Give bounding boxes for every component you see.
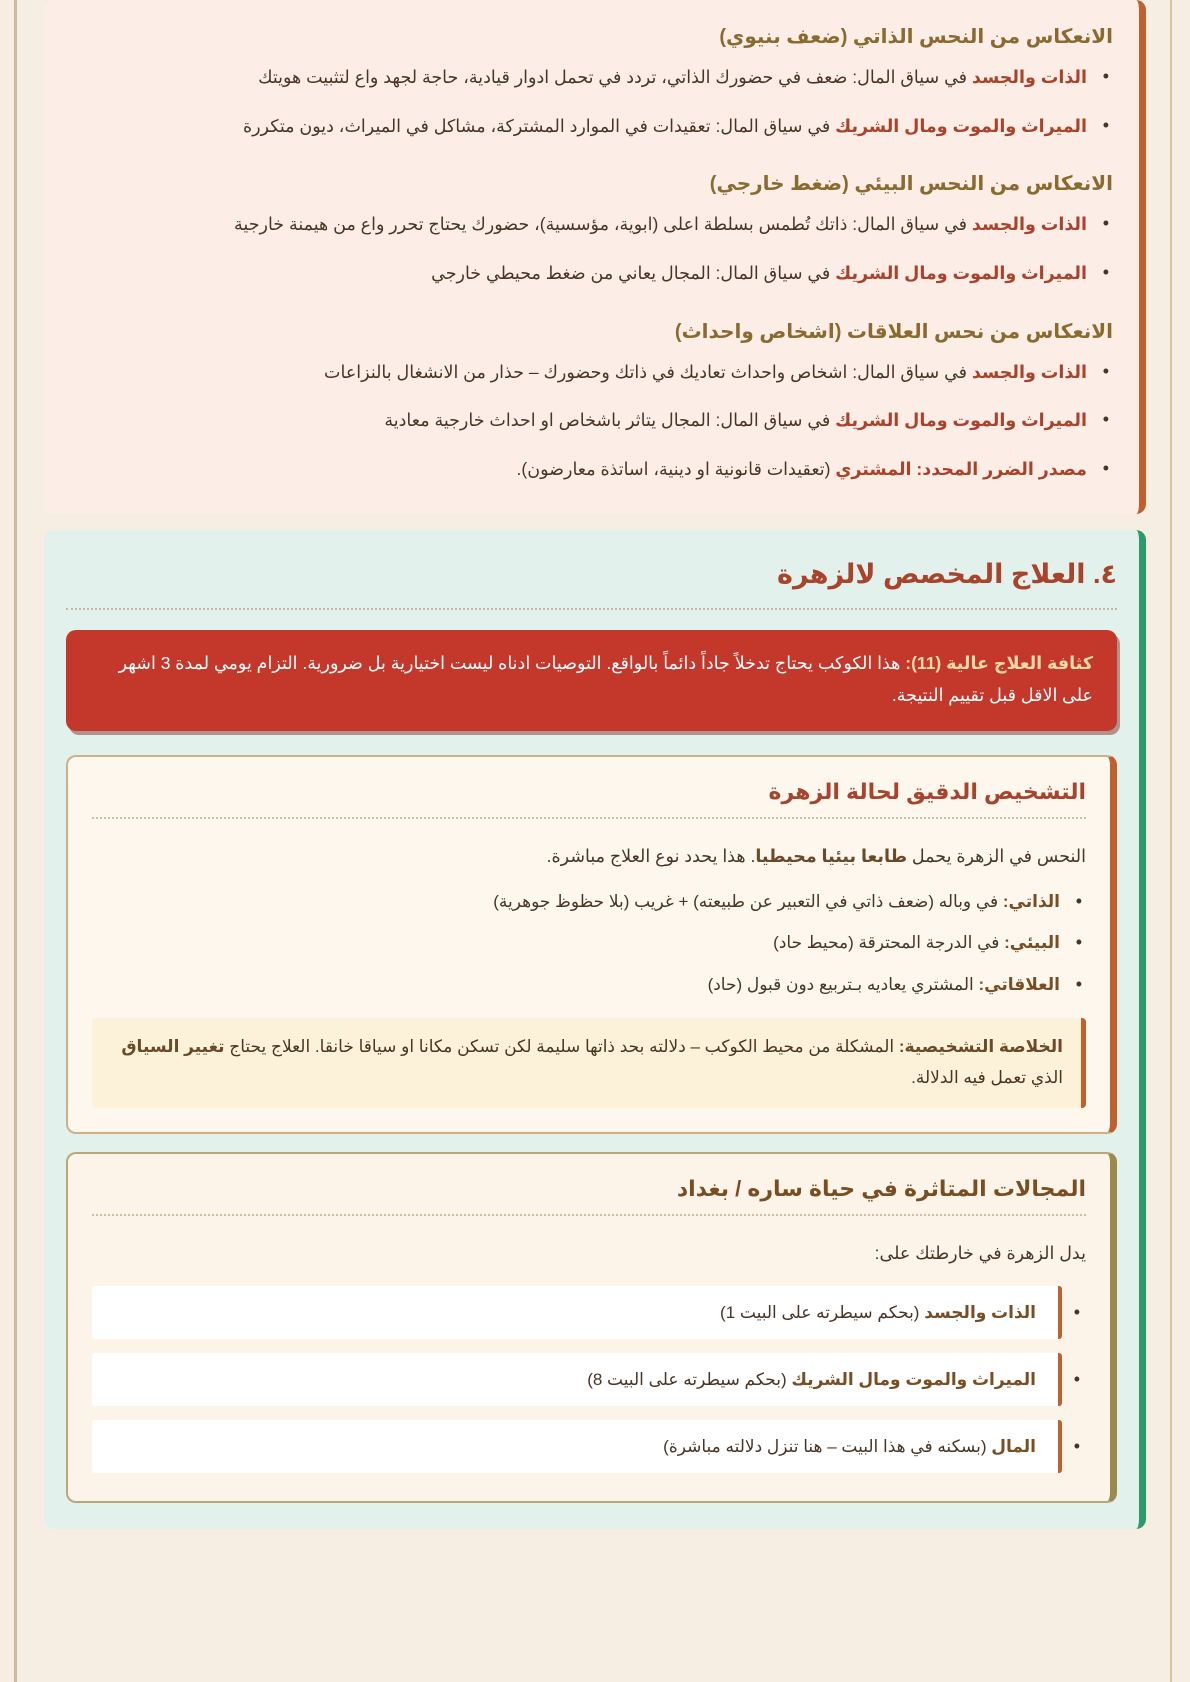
- group-heading-self-malefic: الانعكاس من النحس الذاتي (ضعف بنيوي): [719, 26, 1113, 48]
- list-item: [92, 1286, 1062, 1339]
- group-list-self-malefic: [70, 62, 1113, 141]
- item-label: الميراث والموت ومال الشريك: [835, 115, 1087, 136]
- page-edge-rule-left: [14, 0, 17, 1682]
- item-text: في سياق المال: ذاتك تُطمس بسلطة اعلى (ابوية، مؤسسية)، حضورك يحتاج تحرر واع من هيمنة خارجية: [234, 214, 972, 235]
- affected-areas-lead: يدل الزهرة في خارطتك على:: [874, 1243, 1086, 1264]
- alert-label: كثافة العلاج عالية (11):: [905, 653, 1093, 674]
- list-item: [70, 258, 1113, 289]
- list-item: [70, 454, 1113, 485]
- item-text: المشتري يعاديه بـتربيع دون قبول (حاد): [707, 975, 979, 995]
- list-item: [70, 111, 1113, 142]
- list-item: [70, 209, 1113, 240]
- item-text: في سياق المال: اشخاص واحداث تعاديك في ذاتك وحضورك – حذار من الانشغال بالنزاعات: [324, 361, 972, 382]
- item-label: مصدر الضرر المحدد: المشتري: [835, 458, 1087, 479]
- section-divider: [66, 608, 1117, 610]
- reflections-card: [44, 0, 1146, 514]
- page-edge-rule-right: [1170, 0, 1172, 1682]
- item-label: الميراث والموت ومال الشريك: [835, 410, 1087, 431]
- item-text: (بحكم سيطرته على البيت 1): [720, 1302, 925, 1322]
- affected-areas-card: [66, 1152, 1117, 1503]
- list-item: [70, 357, 1113, 388]
- item-text: في وباله (ضعف ذاتي في التعبير عن طبيعته) + غريب (بلا حظوظ جوهرية): [493, 891, 1003, 911]
- list-item: [70, 405, 1113, 436]
- affected-areas-divider: [92, 1214, 1086, 1216]
- section-title-treatment: ٤. العلاج المخصص لالزهرة: [777, 559, 1117, 590]
- list-item: [92, 970, 1086, 1000]
- treatment-intensity-alert: [66, 630, 1117, 731]
- item-text: (بسكنه في هذا البيت – هنا تنزل دلالته مباشرة): [663, 1436, 992, 1456]
- item-label: الذاتي:: [1002, 891, 1060, 911]
- item-label: الذات والجسد: [971, 214, 1087, 235]
- item-text: في الدرجة المحترقة (محيط حاد): [773, 933, 1005, 953]
- item-label: الذات والجسد: [971, 67, 1087, 87]
- alert-text: هذا الكوكب يحتاج تدخلاً جاداً دائماً بالواقع. التوصيات ادناه ليست اختيارية بل ضرورية. التزام يومي لمدة 3 اشهر على الاقل قبل تقييم النتيجة.: [118, 653, 1093, 705]
- item-label: الميراث والموت ومال الشريك: [835, 262, 1087, 283]
- diagnosis-intro-suffix: . هذا يحدد نوع العلاج مباشرة.: [546, 846, 756, 867]
- list-item: [92, 928, 1086, 958]
- summary-bold: تغيير السياق: [121, 1036, 225, 1056]
- item-text: (تعقيدات قانونية او دينية، اساتذة معارضون).: [516, 458, 836, 479]
- summary-text: المشكلة من محيط الكوكب – دلالته بحد ذاتها سليمة لكن تسكن مكانا او سياقا خانقا. العلاج يحتاج: [224, 1036, 899, 1056]
- diagnosis-intro: [92, 841, 1086, 873]
- item-label: الذات والجسد: [924, 1302, 1036, 1322]
- diagnosis-heading: التشخيص الدقيق لحالة الزهرة: [768, 779, 1086, 805]
- item-label: البيئي:: [1004, 933, 1060, 953]
- item-text: في سياق المال: تعقيدات في الموارد المشتركة، مشاكل في الميراث، ديون متكررة: [242, 115, 836, 136]
- diagnosis-summary: [92, 1018, 1086, 1108]
- list-item: [70, 62, 1113, 93]
- item-label: الميراث والموت ومال الشريك: [791, 1369, 1036, 1389]
- list-item: [92, 1353, 1062, 1406]
- item-label: الذات والجسد: [971, 361, 1087, 382]
- diagnosis-intro-prefix: النحس في الزهرة يحمل: [907, 846, 1086, 867]
- summary-label: الخلاصة التشخيصية:: [898, 1036, 1063, 1056]
- list-item: [92, 887, 1086, 917]
- item-text: في سياق المال: المجال يعاني من ضغط محيطي خارجي: [431, 262, 836, 283]
- treatment-section-card: [44, 530, 1146, 1529]
- item-label: المال: [991, 1436, 1036, 1456]
- item-text: (بحكم سيطرته على البيت 8): [587, 1369, 792, 1389]
- diagnosis-intro-bold: طابعا بيئيا محيطيا: [755, 846, 908, 867]
- item-text: في سياق المال: ضعف في حضورك الذاتي، تردد في تحمل ادوار قيادية، حاجة لجهد واع لتثبيت هويتك: [258, 67, 972, 87]
- item-text: في سياق المال: المجال يتاثر باشخاص او احداث خارجية معادية: [384, 410, 836, 431]
- group-heading-environmental-malefic: الانعكاس من النحس البيئي (ضغط خارجي): [709, 173, 1113, 196]
- list-item: [92, 1420, 1062, 1473]
- item-label: العلاقاتي:: [978, 975, 1060, 995]
- diagnosis-list: [92, 887, 1086, 1000]
- group-heading-relational-malefic: الانعكاس من نحس العلاقات (اشخاص واحداث): [674, 320, 1113, 343]
- precise-diagnosis-card: [66, 755, 1117, 1134]
- group-list-relational-malefic: [70, 357, 1113, 485]
- affected-areas-list: [92, 1286, 1086, 1474]
- affected-areas-heading: المجالات المتاثرة في حياة ساره / بغداد: [676, 1176, 1086, 1202]
- group-list-environmental-malefic: [70, 209, 1113, 288]
- summary-tail: الذي تعمل فيه الدلالة.: [911, 1067, 1063, 1087]
- diagnosis-divider: [92, 817, 1086, 819]
